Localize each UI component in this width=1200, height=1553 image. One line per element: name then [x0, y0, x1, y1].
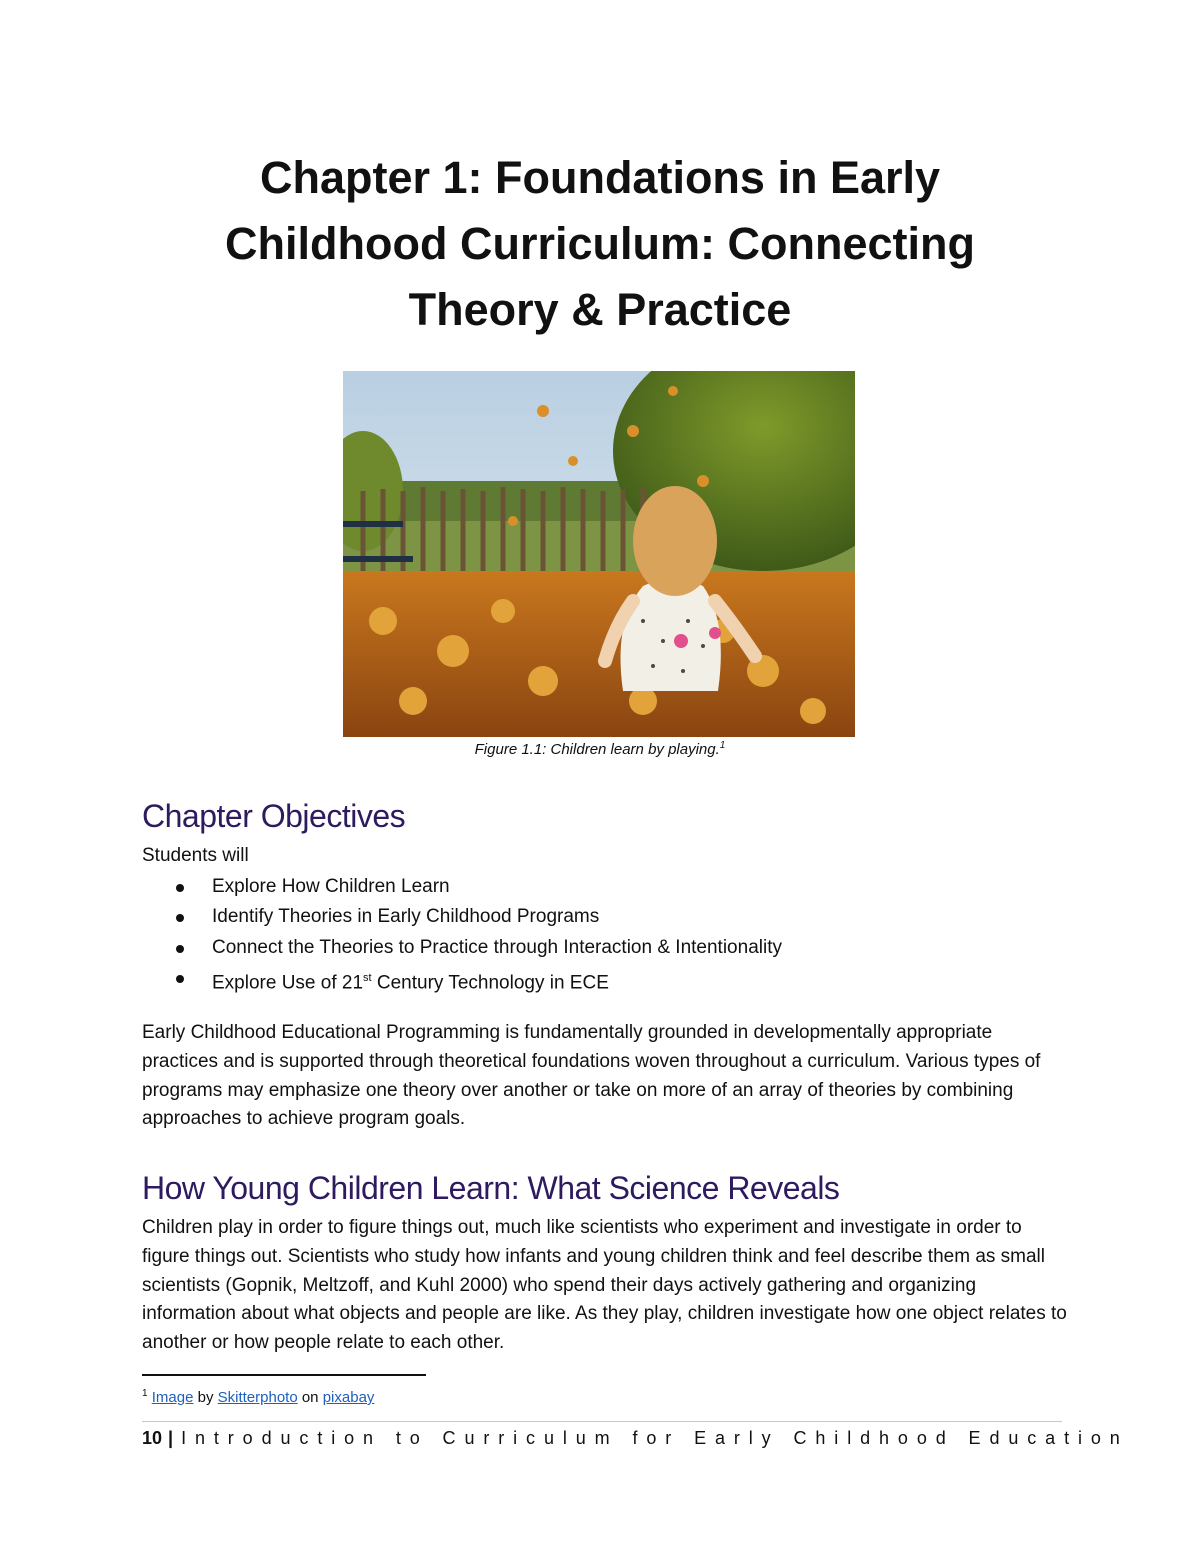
source-link[interactable]: pixabay [322, 1389, 375, 1406]
objective-text-pre: Explore Use of 21 [212, 972, 364, 994]
chapter-title [140, 145, 1060, 343]
footnote-number: 1 [142, 1388, 148, 1399]
child-in-autumn-leaves-photo [343, 371, 855, 737]
list-item [142, 872, 782, 902]
footnote-by: by [193, 1389, 218, 1406]
objective-text-post: Century Technology in ECE [371, 972, 609, 994]
list-item [142, 902, 782, 932]
image-link[interactable]: Image [151, 1389, 194, 1406]
objectives-heading: Chapter Objectives [142, 798, 406, 834]
objectives-list [142, 872, 782, 999]
figure-caption-text: Figure 1.1: Children learn by playing. [474, 741, 720, 758]
objective-text-sup: st [363, 972, 372, 985]
chapter-title-line-2: Childhood Curriculum: Connecting [225, 218, 975, 269]
section-paragraph: Children play in order to figure things out, much like scientists who experiment and investigate in order to figure things out. Scientists who study how infants and young children think and feel describe them as small scientists (Gopnik, Meltzoff, and Kuhl 2000) who spend their days actively gathering and organizing information about what objects and people are like. As they play, children investigate how one object relates to another or how people relate to each other. [142, 1217, 1067, 1354]
page-footer [142, 1428, 1129, 1449]
figure-child-in-leaves [343, 371, 855, 737]
bullet-icon [176, 884, 184, 892]
footer-divider [142, 1421, 1062, 1422]
chapter-title-line-1: Chapter 1: Foundations in Early [259, 152, 941, 203]
intro-paragraph: Early Childhood Educational Programming is fundamentally grounded in developmentally appropriate practices and is supported through theoretical foundations woven throughout a curriculum. Various types of programs may emphasize one theory over another or take on more of an array of theories by combining approaches to achieve program goals. [142, 1022, 1041, 1130]
bullet-icon [176, 914, 184, 922]
author-link[interactable]: Skitterphoto [217, 1389, 298, 1406]
list-item [142, 963, 782, 999]
objective-text: Identify Theories in Early Childhood Programs [212, 906, 600, 928]
objectives-intro: Students will [142, 845, 249, 866]
bullet-icon [176, 945, 184, 953]
page-number: 10 [142, 1428, 163, 1448]
footnote-divider [142, 1374, 426, 1376]
section-heading: How Young Children Learn: What Science Reveals [142, 1170, 840, 1206]
footnote [142, 1388, 374, 1406]
objective-text: Explore How Children Learn [212, 876, 450, 897]
list-item [142, 933, 782, 963]
chapter-title-line-3: Theory & Practice [408, 284, 792, 335]
objective-text: Connect the Theories to Practice through Interaction & Intentionality [212, 936, 782, 958]
bullet-icon [176, 975, 184, 983]
footer-separator: | [168, 1428, 174, 1448]
figure-caption [140, 740, 1060, 758]
caption-footnote-ref[interactable]: 1 [719, 740, 726, 751]
book-title: Introduction to Curriculum for Early Childhood Education [181, 1428, 1129, 1448]
footnote-on: on [297, 1389, 323, 1406]
